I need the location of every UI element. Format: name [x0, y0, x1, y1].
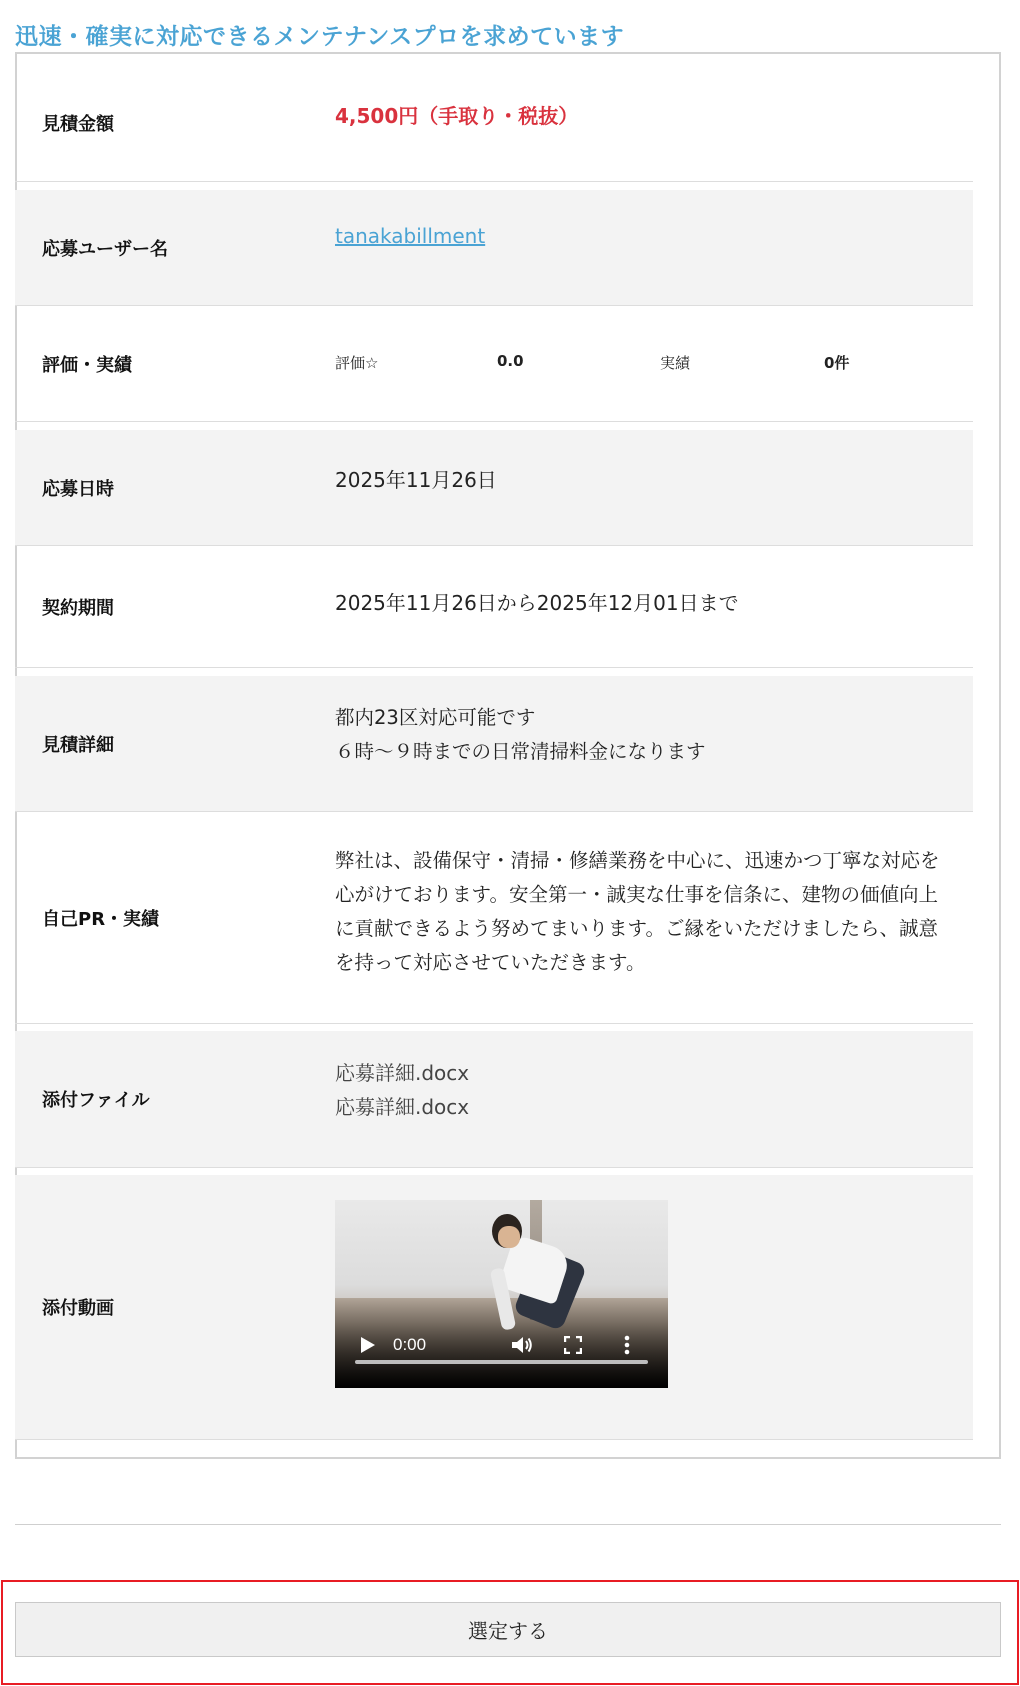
self-pr-line: 心がけております。安全第一・誠実な仕事を信条に、建物の価値向上: [335, 883, 938, 906]
row-estimate-amount: [15, 64, 973, 182]
attachments-label: 添付ファイル: [42, 1090, 150, 1111]
video-time: 0:00: [393, 1335, 427, 1354]
row-self-pr: [15, 812, 973, 1024]
self-pr-line: を持って対応させていただきます。: [335, 951, 646, 974]
application-date-label: 応募日時: [42, 478, 114, 500]
row-applicant-username: [15, 190, 973, 306]
row-application-date: [15, 430, 973, 546]
estimate-details-label: 見積詳細: [42, 734, 114, 756]
row-video: [15, 1175, 973, 1440]
estimate-amount-value: 4,500円（手取り・税抜）: [335, 104, 579, 128]
play-icon[interactable]: [355, 1332, 381, 1358]
rating-record-values: [335, 352, 985, 376]
self-pr-line: 弊社は、設備保守・清掃・修繕業務を中心に、迅速かつ丁寧な対応を: [335, 849, 940, 872]
record-value: 0件: [824, 353, 850, 372]
rating-value: 0.0: [497, 351, 524, 370]
contract-period-value: 2025年11月26日から2025年12月01日まで: [335, 591, 739, 615]
applicant-username-label: 応募ユーザー名: [42, 238, 168, 260]
rating-record-label: 評価・実績: [42, 354, 132, 376]
attachment-file-link[interactable]: 応募詳細.docx: [335, 1061, 470, 1085]
row-rating-record: [15, 306, 973, 422]
contract-period-label: 契約期間: [42, 597, 114, 619]
video-label: 添付動画: [42, 1298, 114, 1319]
applicant-username-link[interactable]: tanakabillment: [335, 224, 486, 248]
self-pr-line: に貢献できるよう努めてまいります。ご縁をいただけましたら、誠意: [335, 917, 938, 940]
video-player[interactable]: [335, 1200, 668, 1388]
video-controls: [335, 1318, 668, 1388]
estimate-details-line: 都内23区対応可能です: [335, 706, 536, 729]
record-label: 実績: [660, 353, 691, 372]
attachment-file-link[interactable]: 応募詳細.docx: [335, 1095, 470, 1119]
section-divider: [15, 1524, 1001, 1525]
select-button[interactable]: 選定する: [15, 1602, 1001, 1657]
self-pr-label: 自己PR・実績: [42, 908, 160, 930]
fullscreen-icon[interactable]: [561, 1332, 585, 1358]
page-title: 迅速・確実に対応できるメンテナンスプロを求めています: [15, 24, 625, 50]
estimate-details-line: ６時〜９時までの日常清掃料金になります: [335, 740, 706, 763]
row-contract-period: [15, 546, 973, 668]
row-estimate-details: [15, 676, 973, 812]
estimate-amount-label: 見積金額: [42, 113, 114, 135]
estimate-details-text: [335, 701, 955, 769]
self-pr-text: [335, 844, 955, 980]
application-date-value: 2025年11月26日: [335, 468, 497, 492]
attachments-list: [335, 1056, 469, 1124]
row-attachments: [15, 1031, 973, 1168]
more-vertical-icon[interactable]: [621, 1332, 633, 1358]
rating-label: 評価☆: [335, 353, 379, 372]
volume-icon[interactable]: [508, 1332, 536, 1358]
video-progress-bar[interactable]: [355, 1360, 648, 1364]
